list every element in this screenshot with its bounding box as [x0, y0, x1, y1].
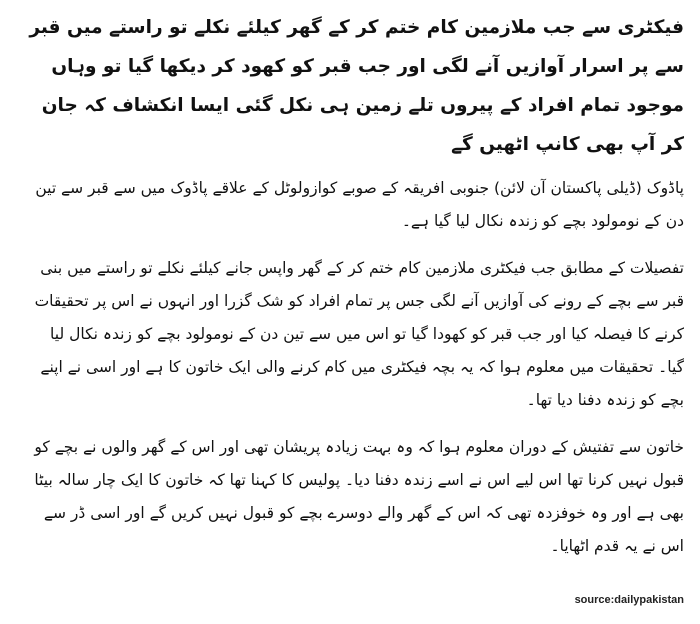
article-paragraph-investigation: خاتون سے تفتیش کے دوران معلوم ہوا کہ وہ بہت زیادہ پریشان تھی اور اس کے گھر والوں نے بچے کو قبول نہیں کرنا تھا اس لیے اس نے اسے زندہ دفنا دیا۔ پولیس کا کہنا تھا کہ خاتون کا ایک چار سالہ بیٹا بھی ہے اور وہ خوفزدہ تھی کہ اس کے گھر والے دوسرے بچے کو قبول نہیں کریں گے اور اسی ڈر سے اس نے یہ قدم اٹھایا۔: [34, 438, 684, 555]
article-paragraph-intro: پاڈوک (ڈیلی پاکستان آن لائن) جنوبی افریقہ کے صوبے کوازولوٹل کے علاقے پاڈوک میں سے قبر سے تین دن کے نومولود بچے کو زندہ نکال لیا گیا ہے۔: [35, 179, 684, 230]
article-headline: فیکٹری سے جب ملازمین کام ختم کر کے گھر کیلئے نکلے تو راستے میں قبر سے پر اسرار آوازیں آنے لگی اور جب قبر کو کھود کر دیکھا گیا تو وہاں موجود تمام افراد کے پیروں تلے زمین ہی نکل گئی ایسا انکشاف کہ جان کر آپ بھی کانپ اٹھیں گے: [29, 17, 684, 155]
article-body: [22, 8, 684, 577]
article-paragraph-details: تفصیلات کے مطابق جب فیکٹری ملازمین کام ختم کر کے گھر واپس جانے کیلئے نکلے تو راستے میں بنی قبر سے بچے کے رونے کی آوازیں آنے لگی جس پر تمام افراد کو شک گزرا اور انہوں نے اس پر تحقیقات کرنے کا فیصلہ کیا اور جب قبر کو کھودا گیا تو اس میں سے تین دن کے نومولود بچے کو زندہ نکال لیا گیا۔ تحقیقات میں معلوم ہوا کہ یہ بچہ فیکٹری میں کام کرنے والی ایک خاتون کا ہے اور اسی نے اپنے بچے کو زندہ دفنا دیا تھا۔: [34, 259, 684, 409]
source-credit: source:dailypakistan: [574, 594, 684, 606]
